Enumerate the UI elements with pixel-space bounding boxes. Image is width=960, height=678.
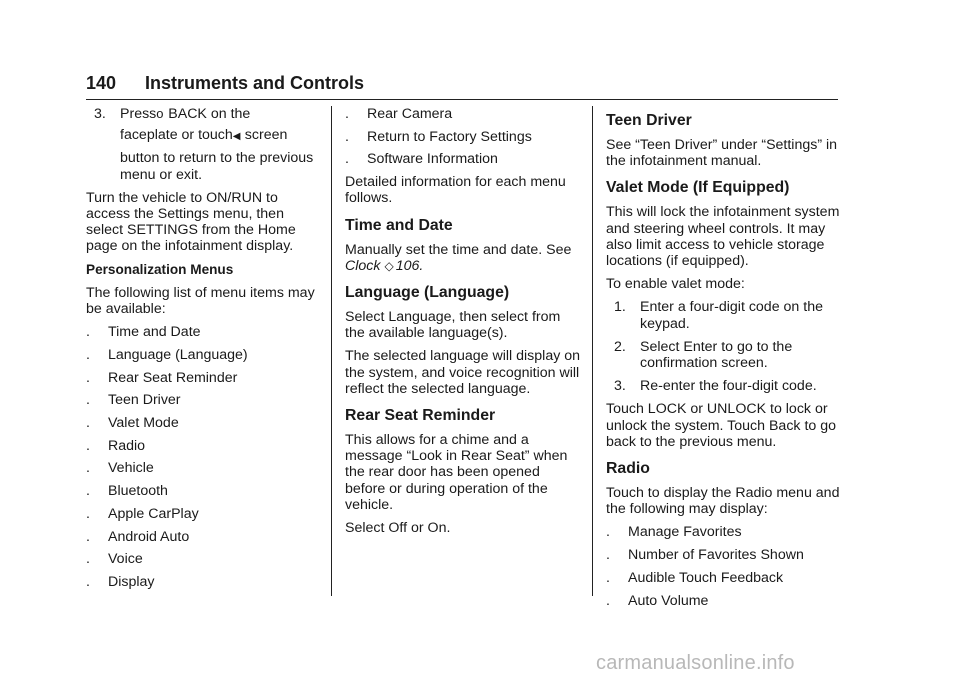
- step-text: faceplate or touch: [120, 127, 233, 144]
- paragraph: Select Off or On.: [345, 519, 451, 536]
- step-item: 2. Select Enter to go to the confirmation screen.: [614, 338, 793, 372]
- page-ref[interactable]: 106.: [395, 257, 424, 274]
- bullet: .: [86, 346, 90, 363]
- list-item: . Number of Favorites Shown: [606, 547, 804, 564]
- list-item: . Rear Seat Reminder: [86, 369, 238, 386]
- list-item: . Bluetooth: [86, 483, 168, 500]
- bullet: .: [86, 551, 90, 568]
- list-item: . Vehicle: [86, 460, 154, 477]
- paragraph: Detailed information for each menu follows.: [345, 174, 566, 207]
- bullet: .: [86, 392, 90, 409]
- bullet: .: [606, 524, 610, 541]
- heading-rear-seat-reminder: Rear Seat Reminder: [345, 406, 496, 424]
- paragraph: Touch to display the Radio menu and the following may display:: [606, 485, 840, 518]
- list-item: . Valet Mode: [86, 415, 179, 432]
- list-item: . Auto Volume: [606, 592, 709, 609]
- bullet: .: [86, 324, 90, 341]
- list-item: . Audible Touch Feedback: [606, 569, 784, 586]
- bullet: .: [86, 415, 90, 432]
- list-item: . Teen Driver: [86, 392, 181, 409]
- page-ref-icon: ◇: [384, 258, 394, 273]
- step-text: BACK on the: [168, 106, 251, 122]
- menu-list: [86, 324, 322, 590]
- paragraph: Select Language, then select from the available language(s).: [345, 308, 561, 342]
- heading-valet-mode: Valet Mode (If Equipped): [606, 179, 790, 197]
- paragraph: The following list of menu items may be available:: [86, 284, 315, 318]
- column-3: [606, 106, 840, 615]
- bullet: .: [86, 573, 90, 590]
- bullet: .: [86, 528, 90, 545]
- column-divider-1: [331, 106, 332, 596]
- paragraph: This will lock the infotainment system and steering wheel controls. It may also limit access to vehicle storage locations (if equipped).: [606, 204, 840, 270]
- touch-icon: ◀: [232, 131, 241, 143]
- bullet: .: [606, 547, 610, 564]
- step-number: 3.: [94, 106, 106, 122]
- heading-radio: Radio: [606, 460, 650, 478]
- bullet: .: [606, 592, 610, 609]
- step-item: 3. Re-enter the four-digit code.: [614, 378, 817, 395]
- step-text: screen: [244, 127, 288, 144]
- step-text: button to return to the previous menu or exit.: [120, 150, 314, 183]
- list-item: . Time and Date: [86, 324, 201, 341]
- step-3: [94, 106, 322, 183]
- list-item: . Radio: [86, 437, 146, 454]
- list-item: . Android Auto: [86, 528, 190, 545]
- list-item: . Rear Camera: [345, 106, 453, 122]
- page-number: 140: [86, 73, 117, 93]
- step-text: Press: [120, 106, 157, 122]
- back-icon: o: [156, 106, 164, 121]
- list-item: . Return to Factory Settings: [345, 128, 532, 145]
- bullet: .: [606, 569, 610, 586]
- clock-link[interactable]: Clock: [345, 257, 381, 274]
- header-rule: [86, 99, 838, 100]
- bullet: .: [345, 151, 349, 168]
- list-item: . Display: [86, 573, 155, 590]
- paragraph: See “Teen Driver” under “Settings” in the infotainment manual.: [606, 137, 838, 170]
- column-divider-2: [592, 106, 593, 596]
- paragraph: Turn the vehicle to ON/RUN to access the Settings menu, then select SETTINGS from the Home page on the infotainment display.: [86, 189, 296, 255]
- bullet: .: [86, 369, 90, 386]
- paragraph: To enable valet mode:: [606, 276, 745, 293]
- column-1: [86, 106, 322, 597]
- heading-time-and-date: Time and Date: [345, 216, 453, 234]
- step-item: 1. Enter a four-digit code on the keypad.: [614, 299, 823, 332]
- heading-language: Language (Language): [345, 283, 510, 301]
- list-item: . Language (Language): [86, 346, 248, 363]
- list-item: . Manage Favorites: [606, 524, 742, 541]
- watermark: carmanualsonline.info: [596, 652, 795, 674]
- list-item: . Software Information: [345, 151, 498, 168]
- paragraph: This allows for a chime and a message “Look in Rear Seat” when the rear door has been opened before or during operation of the vehicle.: [345, 431, 568, 513]
- bullet: .: [86, 460, 90, 477]
- paragraph: Manually set the time and date. See Clock ◇ 106.: [345, 241, 572, 274]
- list-item: . Voice: [86, 551, 143, 568]
- heading-teen-driver: Teen Driver: [606, 112, 692, 129]
- column-2: [345, 106, 581, 543]
- bullet: .: [86, 505, 90, 522]
- bullet: .: [345, 106, 349, 122]
- section-title: Instruments and Controls: [145, 73, 365, 93]
- paragraph: Touch LOCK or UNLOCK to lock or unlock the system. Touch Back to go back to the previous menu.: [606, 401, 837, 450]
- paragraph: The selected language will display on the system, and voice recognition will reflect the selected language.: [345, 348, 581, 397]
- bullet: .: [86, 437, 90, 454]
- subheading: Personalization Menus: [86, 261, 234, 277]
- page-header: [86, 68, 838, 94]
- bullet: .: [86, 483, 90, 500]
- list-item: . Apple CarPlay: [86, 505, 199, 522]
- bullet: .: [345, 128, 349, 145]
